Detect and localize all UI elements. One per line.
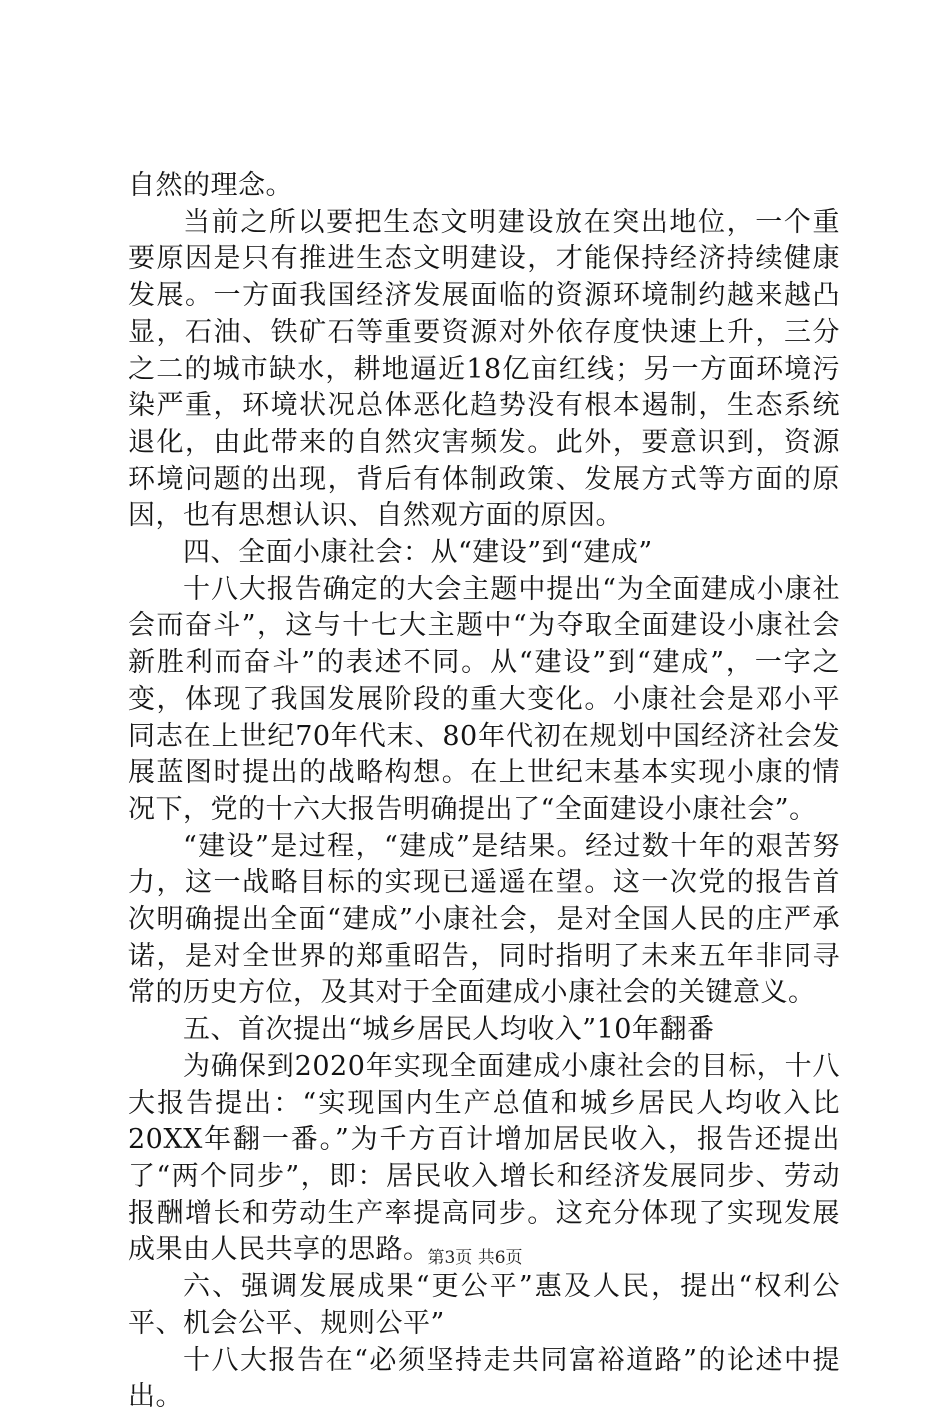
paragraph: 十八大报告确定的大会主题中提出“为全面建成小康社会而奋斗”，这与十七大主题中“为夺取全面建设小康社会新胜利而奋斗”的表述不同。从“建设”到“建成”，一字之变，体现了我国发展阶段的重大变化。小康社会是邓小平同志在上世纪70年代末、80年代初在规划中国经济社会发展蓝图时提出的战略构想。在上世纪末基本实现小康的情况下，党的十六大报告明确提出了“全面建设小康社会”。	[128, 573, 840, 825]
section-heading: 六、强调发展成果“更公平”惠及人民，提出“权利公平、机会公平、规则公平”	[128, 1271, 840, 1339]
paragraph: 为确保到2020年实现全面建成小康社会的目标，十八大报告提出：“实现国内生产总值和城乡居民人均收入比20XX年翻一番。”为千方百计增加居民收入，报告还提出了“两个同步”，即：居民收入增长和经济发展同步、劳动报酬增长和劳动生产率提高同步。这充分体现了实现发展成果由人民共享的思路。	[128, 1050, 840, 1266]
paragraph: 当前之所以要把生态文明建设放在突出地位，一个重要原因是只有推进生态文明建设，才能保持经济持续健康发展。一方面我国经济发展面临的资源环境制约越来越凸显，石油、铁矿石等重要资源对外依存度快速上升，三分之二的城市缺水，耕地逼近18亿亩红线；另一方面环境污染严重，环境状况总体恶化趋势没有根本遏制，生态系统退化，由此带来的自然灾害频发。此外，要意识到，资源环境问题的出现，背后有体制政策、发展方式等方面的原因，也有思想认识、自然观方面的原因。	[128, 206, 840, 532]
page-number: 第3页 共6页	[427, 1248, 523, 1268]
paragraph-continuation: 自然的理念。	[128, 170, 293, 201]
section-heading: 四、全面小康社会：从“建设”到“建成”	[183, 537, 653, 569]
document-body	[128, 168, 840, 1416]
paragraph: “建设”是过程，“建成”是结果。经过数十年的艰苦努力，这一战略目标的实现已遥遥在望。这一次党的报告首次明确提出全面“建成”小康社会，是对全国人民的庄严承诺，是对全世界的郑重昭告，同时指明了未来五年非同寻常的历史方位，及其对于全面建成小康社会的关键意义。	[128, 830, 840, 1009]
paragraph: 十八大报告在“必须坚持走共同富裕道路”的论述中提出。	[128, 1344, 840, 1413]
section-heading: 五、首次提出“城乡居民人均收入”10年翻番	[183, 1014, 715, 1046]
